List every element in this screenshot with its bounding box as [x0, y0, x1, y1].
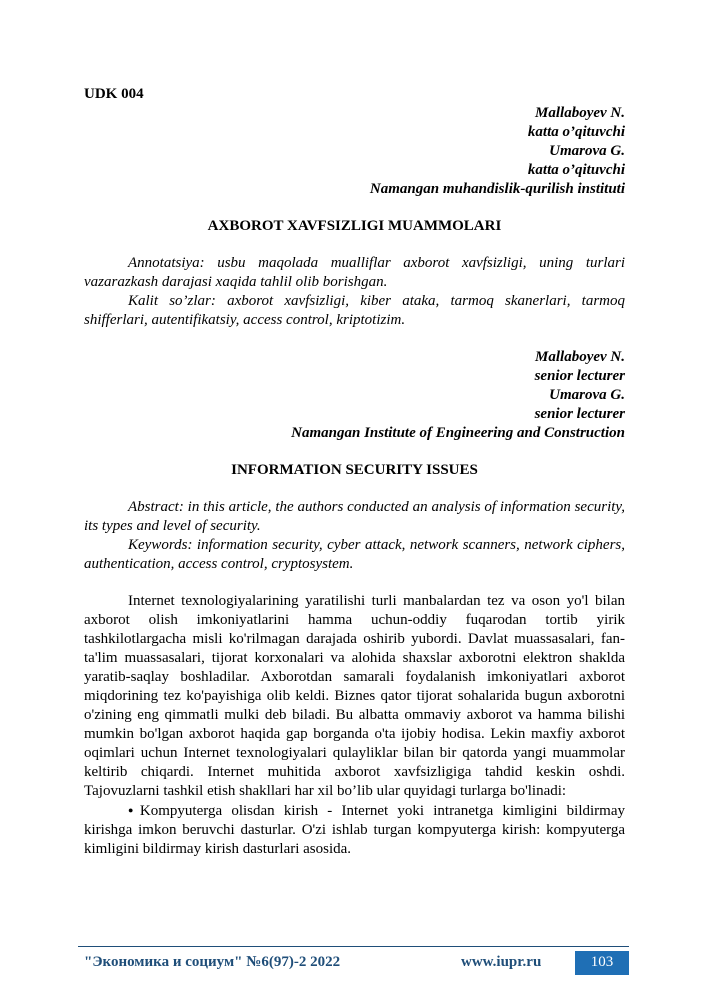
bullet-icon: ● — [128, 805, 139, 815]
en-author-institution: Namangan Institute of Engineering and Construction — [291, 425, 625, 441]
bullet-text: Kompyuterga olisdan kirish - Internet yoki intranetga kimligini bildirmay kirishga imkon beruvchi dasturlar. O'zi ishlab turgan kompyuterga kirish: kompyuterga kimligini bildirmay kirish dasturlari asosida. — [84, 803, 626, 857]
uz-author-name-2: Umarova G. — [549, 143, 625, 159]
bullet-item — [84, 801, 625, 859]
uz-title: AXBOROT XAVFSIZLIGI MUAMMOLARI — [207, 218, 502, 234]
en-abstract: Abstract: in this article, the authors conducted an analysis of information security, its types and level of security. — [84, 499, 625, 534]
en-author-name-1: Mallaboyev N. — [535, 349, 625, 365]
body-paragraph: Internet texnologiyalarining yaratilishi turli manbalardan tez va oson yo'l bilan axborot olish imkoniyatlarini hamma uchun-oddiy fuqarodan tortib yirik tashkilotlargacha misli ko'rilmagan darajada oshirib yubordi. Davlat muassasalari, fan-ta'lim muassasalari, tijorat korxonalari va alohida shaxslar axborotni elektron shaklda yaratib-saqlay boshladilar. Axborotdan samarali foydalanish imkoniyatlari axborot miqdorining tez ko'payishiga olib keldi. Biznes qator tijorat sohalarida bugun axborotni o'zining eng qimmatli mulki deb biladi. Bu albatta ommaviy axborot va hamma bilishi mumkin bo'lgan axborot haqida gap borganda o'ta ijobiy hodisa. Lekin maxfiy axborot oqimlari uchun Internet texnologiyalari qulayliklar bilan bir qatorda yangi muammolar keltirib chiqardi. Internet muhitida axborot xavfsizligiga tahdid keskin oshdi. Tajovuzlarni tashkil etish shakllari har xil bo’lib ular quyidagi turlarga bo'linadi: — [84, 593, 625, 799]
uz-abstract: Annotatsiya: usbu maqolada mualliflar axborot xavfsizligi, uning turlari vazarazkash darajasi xaqida tahlil olib borishgan. — [84, 255, 625, 290]
en-author-block — [84, 348, 625, 443]
journal-website-link[interactable]: www.iupr.ru — [461, 954, 542, 970]
en-author-name-2: Umarova G. — [549, 387, 625, 403]
uz-keywords: Kalit so’zlar: axborot xavfsizligi, kiber ataka, tarmoq skanerlari, tarmoq shifferlari, autentifikatsiy, access control, kriptotizim. — [84, 293, 625, 328]
en-author-position-2: senior lecturer — [534, 406, 625, 422]
uz-author-name-1: Mallaboyev N. — [535, 105, 625, 121]
uz-author-institution: Namangan muhandislik-qurilish instituti — [369, 181, 625, 197]
footer-divider — [78, 946, 629, 947]
uz-author-block — [84, 104, 625, 199]
article — [84, 85, 625, 859]
en-author-position-1: senior lecturer — [534, 368, 625, 384]
journal-name: "Экономика и социум" №6(97)-2 2022 — [84, 954, 341, 970]
page-footer — [84, 951, 629, 975]
en-title: INFORMATION SECURITY ISSUES — [231, 462, 478, 478]
page-number-badge: 103 — [575, 951, 629, 975]
uz-author-position-1: katta o’qituvchi — [527, 124, 625, 140]
uz-author-position-2: katta o’qituvchi — [527, 162, 625, 178]
en-keywords: Keywords: information security, cyber attack, network scanners, network ciphers, authentication, access control, cryptosystem. — [84, 537, 625, 572]
udk-code: UDK 004 — [84, 86, 144, 102]
